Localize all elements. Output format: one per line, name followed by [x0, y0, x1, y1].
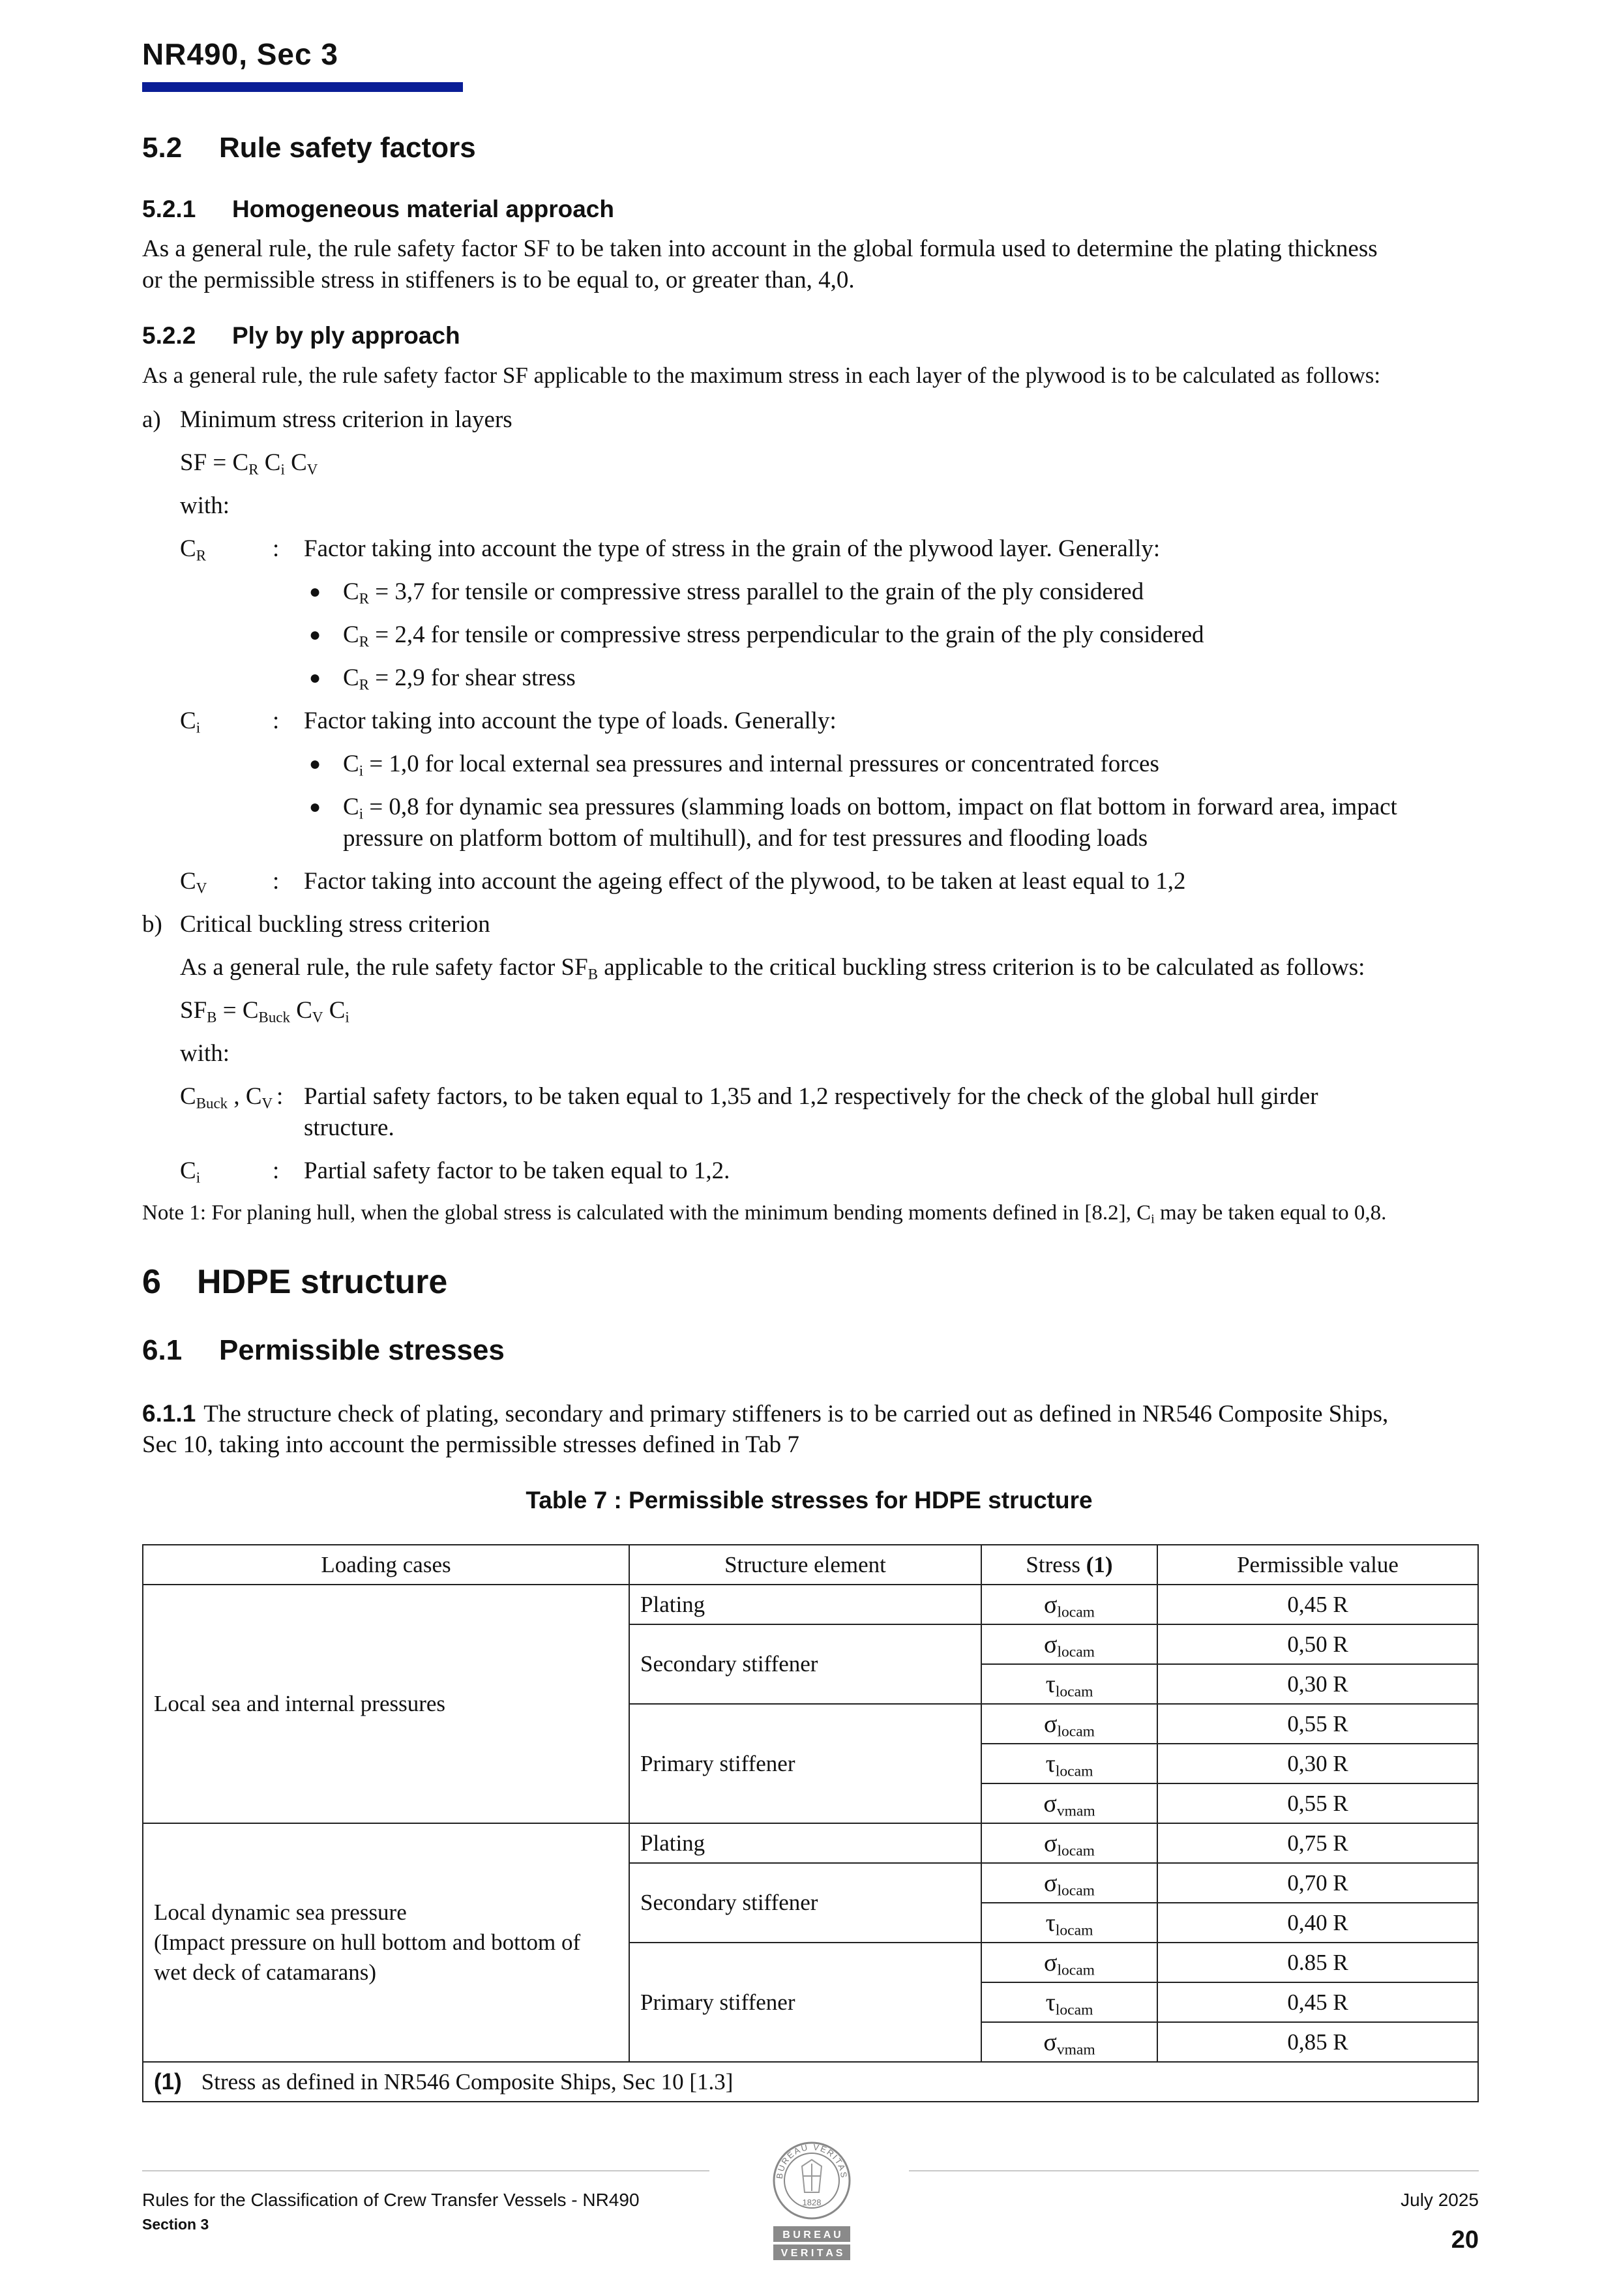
permissible-value-cell: 0,55 R — [1157, 1704, 1478, 1744]
permissible-value-cell: 0,50 R — [1157, 1624, 1478, 1664]
table-header-row — [143, 1545, 1478, 1585]
stress-cell: $\sigma_{vmam}$ — [981, 1783, 1157, 1823]
permissible-value-cell: 0.85 R — [1157, 1943, 1478, 1982]
footer-divider — [142, 2170, 709, 2171]
paragraph-line: As a general rule, the rule safety factor SF to be taken into account in the global formula used to determine the plating thickness — [142, 235, 1378, 262]
section-6-heading — [142, 1262, 447, 1302]
definition-text-continued: structure. — [304, 1114, 394, 1141]
permissible-value-cell: 0,55 R — [1157, 1783, 1478, 1823]
section-number: 5.2.1 — [142, 196, 196, 222]
footer-section: Section 3 — [142, 2216, 209, 2233]
permissible-value-cell: 0,70 R — [1157, 1863, 1478, 1903]
stress-cell: $\tau_{locam}$ — [981, 1982, 1157, 2022]
svg-text:V E R I T A S: V E R I T A S — [780, 2248, 843, 2259]
stress-cell: $\sigma_{vmam}$ — [981, 2022, 1157, 2062]
section-title: HDPE structure — [197, 1263, 448, 1301]
symbol-cr: $C_R$ — [180, 535, 206, 564]
definition-text: Factor taking into account the type of loads. Generally: — [304, 708, 837, 734]
permissible-value-cell: 0,40 R — [1157, 1903, 1478, 1943]
table-footnote: (1) Stress as defined in NR546 Composite Ships, Sec 10 [1.3] — [143, 2062, 1478, 2102]
column-header: Stress (1) — [981, 1545, 1157, 1585]
stress-cell: $\sigma_{locam}$ — [981, 1943, 1157, 1982]
bullet-text: $C_R = 3,7$ for tensile or compressive stress parallel to the grain of the ply considered — [343, 578, 1144, 607]
colon: : — [273, 535, 280, 562]
section-number: 6 — [142, 1263, 161, 1301]
structure-element-cell: Secondary stiffener — [629, 1863, 981, 1943]
structure-element-cell: Secondary stiffener — [629, 1624, 981, 1704]
permissible-value-cell: 0,45 R — [1157, 1982, 1478, 2022]
definition-text: Partial safety factors, to be taken equal to 1,35 and 1,2 respectively for the check of the global hull girder — [304, 1083, 1318, 1110]
permissible-value-cell: 0,45 R — [1157, 1585, 1478, 1624]
stress-cell: $\sigma_{locam}$ — [981, 1624, 1157, 1664]
bullet-icon: ● — [309, 753, 321, 775]
section-title: Ply by ply approach — [232, 322, 460, 349]
bullet-text-continued: pressure on platform bottom of multihull), and for test pressures and flooding loads — [343, 825, 1148, 852]
colon: : — [273, 1157, 280, 1184]
column-header: Permissible value — [1157, 1545, 1478, 1585]
bullet-icon: ● — [309, 581, 321, 603]
seal-icon — [764, 2140, 859, 2264]
stress-cell: $\tau_{locam}$ — [981, 1903, 1157, 1943]
column-header: Structure element — [629, 1545, 981, 1585]
stress-cell: $\tau_{locam}$ — [981, 1664, 1157, 1704]
column-header: Loading cases — [143, 1545, 629, 1585]
symbol-ci: $C_i$ — [180, 1157, 201, 1186]
bullet-text: $C_R = 2,9$ for shear stress — [343, 664, 576, 693]
document-code: NR490, Sec 3 — [142, 37, 338, 71]
formula-sfb: $SF_B = C_{Buck}$ $C_V$ $C_i$ — [180, 997, 349, 1026]
page-number: 20 — [1451, 2226, 1479, 2254]
bullet-icon: ● — [309, 667, 321, 689]
list-item-title: Critical buckling stress criterion — [180, 911, 490, 938]
stress-cell: $\sigma_{locam}$ — [981, 1863, 1157, 1903]
svg-text:1828: 1828 — [802, 2198, 822, 2207]
colon: : — [273, 708, 280, 734]
paragraph-line: As a general rule, the rule safety factor $SF_B$ applicable to the critical buckling stress criterion is to be calculated as follows: — [180, 954, 1365, 983]
section-5-2-1-heading — [142, 196, 614, 223]
section-5-2-2-heading — [142, 322, 460, 350]
permissible-value-cell: 0,85 R — [1157, 2022, 1478, 2062]
section-6-1-heading — [142, 1334, 505, 1367]
svg-text:B U R E A U: B U R E A U — [782, 2229, 841, 2241]
symbol-ci: $C_i$ — [180, 708, 201, 736]
structure-element-cell: Plating — [629, 1823, 981, 1863]
paragraph-number: 6.1.1 — [142, 1400, 196, 1427]
with-label: with: — [180, 1040, 230, 1067]
section-title: Rule safety factors — [219, 132, 476, 164]
section-title: Homogeneous material approach — [232, 196, 614, 222]
section-number: 6.1 — [142, 1334, 183, 1366]
list-item-title: Minimum stress criterion in layers — [180, 406, 512, 433]
loading-case-cell: Local dynamic sea pressure (Impact pressure on hull bottom and bottom of wet deck of catamarans) — [143, 1823, 629, 2062]
permissible-stress-table — [142, 1544, 1479, 2102]
list-marker: b) — [142, 911, 162, 938]
stress-cell: $\sigma_{locam}$ — [981, 1823, 1157, 1863]
section-5-2-heading — [142, 132, 476, 164]
table-row — [143, 1823, 1478, 1863]
paragraph-line: or the permissible stress in stiffeners is to be equal to, or greater than, 4,0. — [142, 267, 855, 293]
permissible-value-cell: 0,30 R — [1157, 1664, 1478, 1704]
section-number: 5.2.2 — [142, 322, 196, 349]
paragraph-line: Sec 10, taking into account the permissible stresses defined in Tab 7 — [142, 1431, 799, 1458]
structure-element-cell: Primary stiffener — [629, 1704, 981, 1823]
paragraph-line: 6.1.1 The structure check of plating, secondary and primary stiffeners is to be carried out as defined in NR546 Composite Ships, — [142, 1400, 1389, 1427]
paragraph-line: As a general rule, the rule safety factor SF applicable to the maximum stress in each layer of the plywood is to be calculated as follows: — [142, 363, 1381, 388]
stress-cell: $\sigma_{locam}$ — [981, 1704, 1157, 1744]
section-title: Permissible stresses — [219, 1334, 505, 1366]
section-number: 5.2 — [142, 132, 183, 164]
table-footnote-row — [143, 2062, 1478, 2102]
structure-element-cell: Plating — [629, 1585, 981, 1624]
definition-text: Factor taking into account the ageing effect of the plywood, to be taken at least equal to 1,2 — [304, 868, 1186, 895]
formula-sf: SF = $C_R$ $C_i$ $C_V$ — [180, 449, 318, 478]
note-1: Note 1: For planing hull, when the global stress is calculated with the minimum bending moments defined in [8.2], $C_i$ may be taken equal to 0,8. — [142, 1201, 1387, 1227]
stress-cell: $\tau_{locam}$ — [981, 1744, 1157, 1783]
colon: : — [276, 1083, 284, 1110]
with-label: with: — [180, 492, 230, 519]
footer-document-title: Rules for the Classification of Crew Transfer Vessels - NR490 — [142, 2190, 640, 2210]
structure-element-cell: Primary stiffener — [629, 1943, 981, 2062]
svg-text:BUREAU VERITAS: BUREAU VERITAS — [774, 2141, 850, 2180]
footer-divider — [909, 2170, 1479, 2171]
definition-text: Partial safety factor to be taken equal to 1,2. — [304, 1157, 730, 1184]
bullet-icon: ● — [309, 624, 321, 646]
bullet-text: $C_R = 2,4$ for tensile or compressive stress perpendicular to the grain of the ply considered — [343, 621, 1204, 650]
table-row — [143, 1585, 1478, 1624]
bureau-veritas-logo — [764, 2140, 859, 2264]
permissible-value-cell: 0,75 R — [1157, 1823, 1478, 1863]
stress-cell: $\sigma_{locam}$ — [981, 1585, 1157, 1624]
footer-date: July 2025 — [1401, 2190, 1479, 2210]
colon: : — [273, 868, 280, 895]
symbol-cbuck-cv: $C_{Buck}$ , $C_V$ — [180, 1083, 273, 1112]
bullet-icon: ● — [309, 796, 321, 818]
loading-case-cell: Local sea and internal pressures — [143, 1585, 629, 1823]
symbol-cv: $C_V$ — [180, 868, 207, 897]
list-marker: a) — [142, 406, 161, 433]
bullet-text: $C_i = 1,0$ for local external sea pressures and internal pressures or concentrated forces — [343, 751, 1159, 779]
definition-text: Factor taking into account the type of stress in the grain of the plywood layer. Generally: — [304, 535, 1161, 562]
bullet-text: $C_i = 0,8$ for dynamic sea pressures (slamming loads on bottom, impact on flat bottom in forward area, impact — [343, 794, 1397, 822]
header-accent-bar — [142, 82, 463, 92]
table-title: Table 7 : Permissible stresses for HDPE structure — [526, 1487, 1093, 1513]
permissible-value-cell: 0,30 R — [1157, 1744, 1478, 1783]
